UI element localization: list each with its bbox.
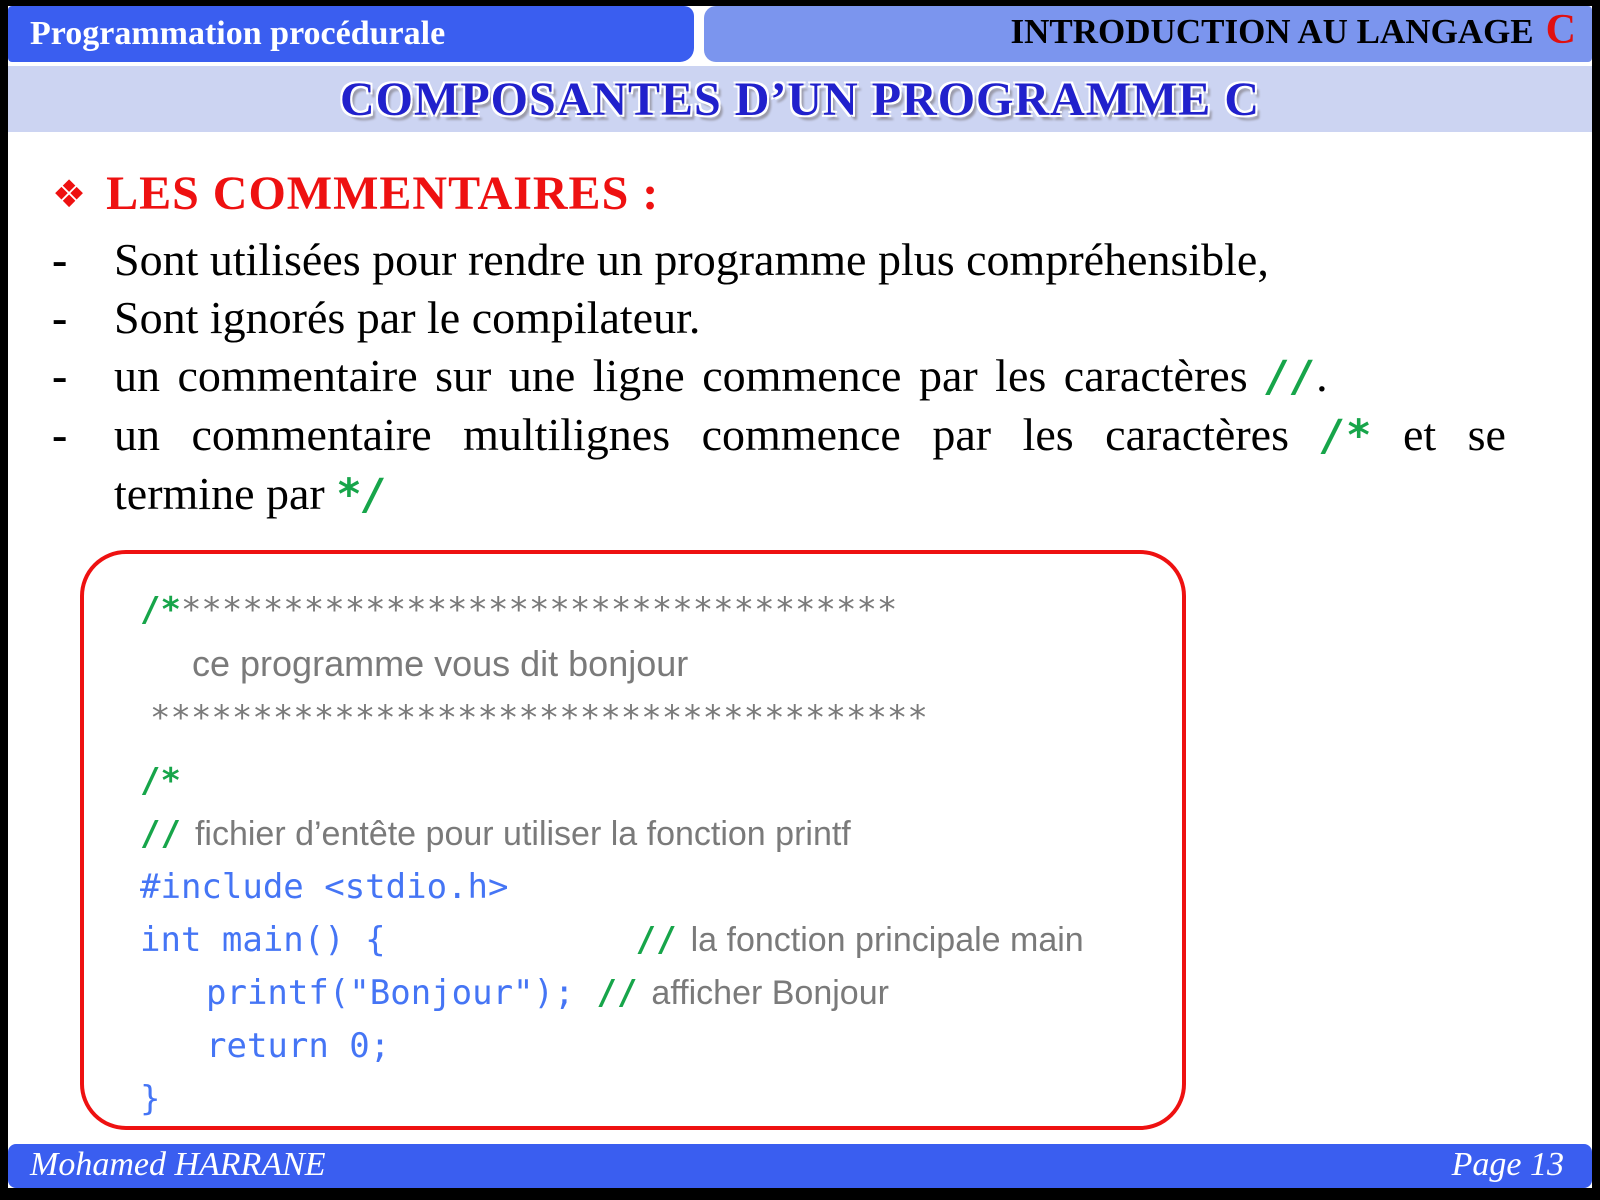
code-example-box: [80, 550, 1186, 1130]
bullet-item-2: [52, 289, 1552, 347]
footer-bar: [8, 1144, 1592, 1188]
code-line-8: [140, 967, 1172, 1020]
author-name: Mohamed HARRANE: [30, 1146, 326, 1183]
dash-marker: -: [52, 350, 68, 401]
star-banner: ***********************************: [180, 590, 898, 630]
comment-open-token: /*: [140, 590, 181, 630]
bullet-text-pre: un commentaire multilignes commence par les caractères: [114, 409, 1321, 460]
header-row: [8, 6, 1592, 62]
comment-text: fichier d’entête pour utiliser la fonction printf: [194, 815, 851, 853]
comment-text: la fonction principale main: [690, 921, 1084, 959]
dash-marker: -: [52, 234, 68, 285]
include-statement: #include <stdio.h>: [140, 867, 509, 907]
closing-brace: }: [140, 1079, 161, 1119]
code-line-3: [140, 692, 1172, 745]
page-number: Page 13: [1451, 1146, 1564, 1183]
course-tab-label: Programmation procédurale: [30, 15, 446, 52]
line-comment-token: //: [635, 920, 677, 960]
star-banner: **************************************: [150, 698, 928, 738]
code-line-4: [140, 755, 1172, 808]
line-comment-token: //: [1265, 352, 1317, 401]
printf-statement: printf("Bonjour");: [206, 973, 575, 1013]
bullet-text: [114, 406, 1552, 524]
chapter-tab-label: INTRODUCTION AU LANGAGE: [1010, 12, 1534, 51]
block-comment-open-token: /*: [1320, 411, 1372, 460]
diamond-bullet-icon: ❖: [52, 171, 87, 216]
section-heading: [52, 166, 1552, 221]
bullet-text: [114, 347, 1552, 406]
bullet-text-line-1: [114, 409, 1506, 460]
code-line-9: [140, 1020, 1172, 1073]
slide-content: [8, 132, 1592, 1130]
return-statement: return 0;: [206, 1026, 391, 1066]
code-line-2: [140, 637, 1172, 692]
code-line-5: [140, 808, 1172, 861]
line-comment-token: //: [596, 973, 638, 1013]
code-line-7: [140, 914, 1172, 967]
bullet-item-3: [52, 347, 1552, 406]
slide: [8, 6, 1592, 1188]
block-comment-close-token: */: [336, 470, 388, 519]
chapter-tab: [704, 6, 1592, 62]
bullet-item-1: [52, 231, 1552, 289]
comment-text: afficher Bonjour: [651, 974, 889, 1012]
comment-open-token: /*: [140, 761, 181, 801]
code-line-1: [140, 584, 1172, 637]
bullet-text-pre: termine par: [114, 468, 337, 519]
section-heading-label: LES COMMENTAIRES :: [106, 167, 660, 220]
bullet-text-post: et se: [1371, 409, 1506, 460]
banner-comment-text: ce programme vous dit bonjour: [192, 643, 689, 684]
code-line-6: [140, 861, 1172, 914]
dash-marker: -: [52, 409, 68, 460]
code-line-10: [140, 1073, 1172, 1126]
main-function-code: int main() {: [140, 920, 386, 960]
bullet-text-post: .: [1316, 350, 1328, 401]
line-comment-token: //: [140, 814, 181, 854]
dash-marker: -: [52, 292, 68, 343]
slide-title: COMPOSANTES D’UN PROGRAMME C: [340, 72, 1260, 126]
bullet-text: Sont ignorés par le compilateur.: [114, 292, 701, 343]
title-band: [8, 66, 1592, 132]
bullet-text-line-2: [114, 468, 387, 519]
course-tab: [8, 6, 694, 62]
bullet-item-4: [52, 406, 1552, 524]
chapter-tab-accent-c: C: [1545, 7, 1576, 53]
bullet-text-pre: un commentaire sur une ligne commence par les caractères: [114, 350, 1266, 401]
bullet-text: Sont utilisées pour rendre un programme plus compréhensible,: [114, 234, 1269, 285]
